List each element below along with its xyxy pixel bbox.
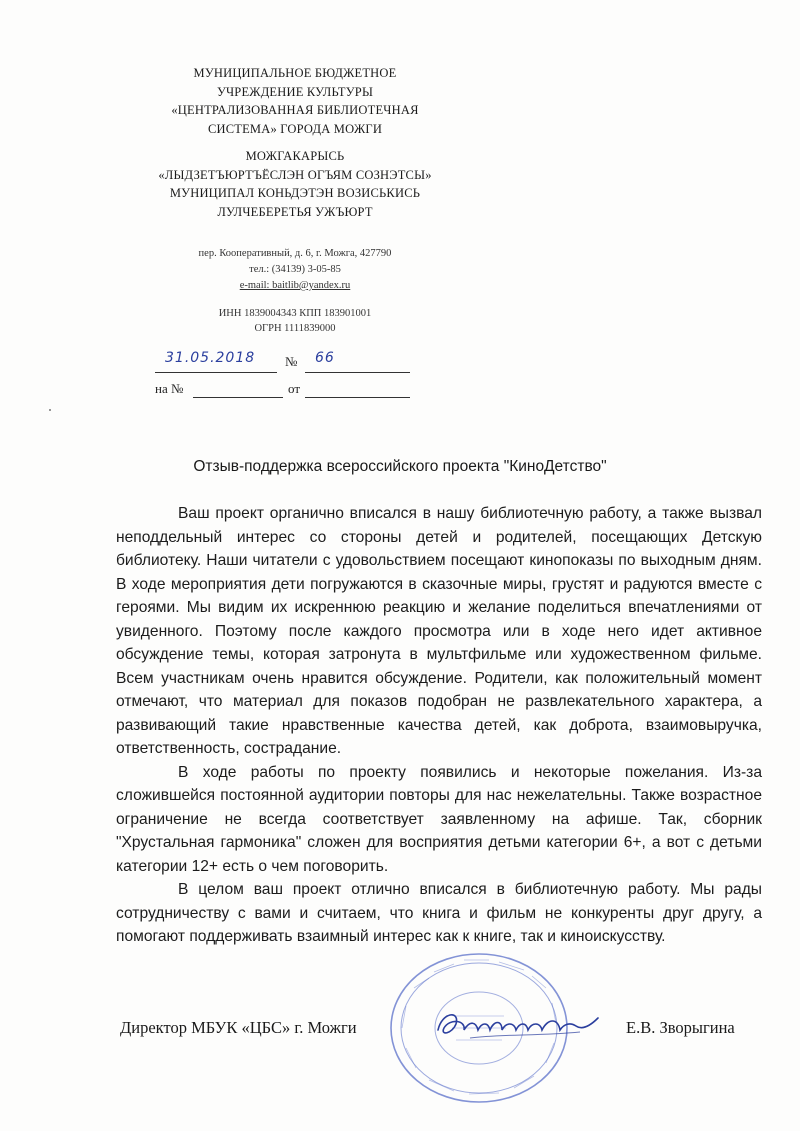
org-line: МОЖГАКАРЫСЬ [245,149,345,163]
org-line: «ЦЕНТРАЛИЗОВАННАЯ БИБЛИОТЕЧНАЯ [171,103,419,117]
scan-speck [49,409,51,411]
handwritten-number: 66 [315,350,335,366]
org-line: МУНИЦИПАЛ КОНЬДЭТЭН ВОЗИСЬКИСЬ [169,186,421,200]
ogrn: ОГРН 1111839000 [254,323,336,334]
inn-kpp: ИНН 1839004343 КПП 183901001 [218,308,372,319]
paragraph: Ваш проект органично вписался в нашу библиотечную работу, а также вызвал неподдельный интерес со стороны детей и родителей, посещающих Детскую библиотеку. Наши читатели с удовольствием посещают кинопоказы по выходным дням. В ходе мероприятия дети погружаются в сказочные миры, грустят и радуются вместе с героями. Мы видим их искреннюю реакцию и желание поделиться впечатлениями от увиденного. Поэтому после каждого просмотра или в ходе него идет активное обсуждение темы, которая затронута в мультфильме или художественном фильме. Всем участникам очень нравится обсуждение. Родители, как положительный момент отмечают, что материал для показов подобран не развлекательного характера, а развивающий такие нравственные качества детей, как доброта, взаимовыручка, ответственность, сострадание. [116,505,762,757]
from-label: от [288,381,301,396]
paragraph: В целом ваш проект отлично вписался в библиотечную работу. Мы рады сотрудничеству с вами и считаем, что книга и фильм не конкуренты друг другу, а помогают поддерживать взаимный интерес как к книге, так и киноискусству. [116,881,762,945]
signatory-position: Директор МБУК «ЦБС» г. Можги [120,1018,357,1037]
org-line: ЛУЛЧЕБЕРЕТЬЯ УЖЪЮРТ [217,204,373,219]
org-name-udmurt [130,147,460,221]
address: пер. Кооперативный, д. 6, г. Можга, 427790 [198,248,392,259]
org-line: УЧРЕЖДЕНИЕ КУЛЬТУРЫ [216,84,374,99]
number-label: № [285,354,298,369]
org-name-russian [130,64,460,138]
org-line: СИСТЕМА» ГОРОДА МОЖГИ [207,121,383,136]
ref-underline [193,379,283,398]
org-line: «ЛЫДЗЕТЪЮРТЪЁСЛЭН ОГЪЯМ СОЗНЭТСЫ» [158,167,432,182]
letter-title: Отзыв-поддержка всероссийского проекта "КиноДетство" [193,458,607,475]
contact-block [130,246,460,294]
email-link[interactable]: e-mail: baitlib@yandex.ru [239,280,351,291]
handwritten-date: 31.05.2018 [165,350,256,366]
ref-label: на № [155,381,184,396]
paragraph: В ходе работы по проекту появились и некоторые пожелания. Из-за сложившейся постоянной аудитории повторы для нас нежелательны. Также возрастное ограничение не всегда соответствует заявленному на афише. Так, сборник "Хрустальная гармоника" сложен для восприятия детьми категории 6+, а вот с детьми категории 12+ есть о чем поговорить. [116,763,762,875]
handwritten-signature [430,1000,605,1050]
incoming-reference-line [155,379,415,401]
from-underline [305,379,410,398]
letter-body [116,502,762,949]
org-line: МУНИЦИПАЛЬНОЕ БЮДЖЕТНОЕ [193,66,397,80]
registration-ids [130,306,460,336]
signatory-name: Е.В. Зворыгина [626,1018,735,1037]
outgoing-registration-line [155,352,415,374]
phone: тел.: (34139) 3-05-85 [249,264,341,275]
